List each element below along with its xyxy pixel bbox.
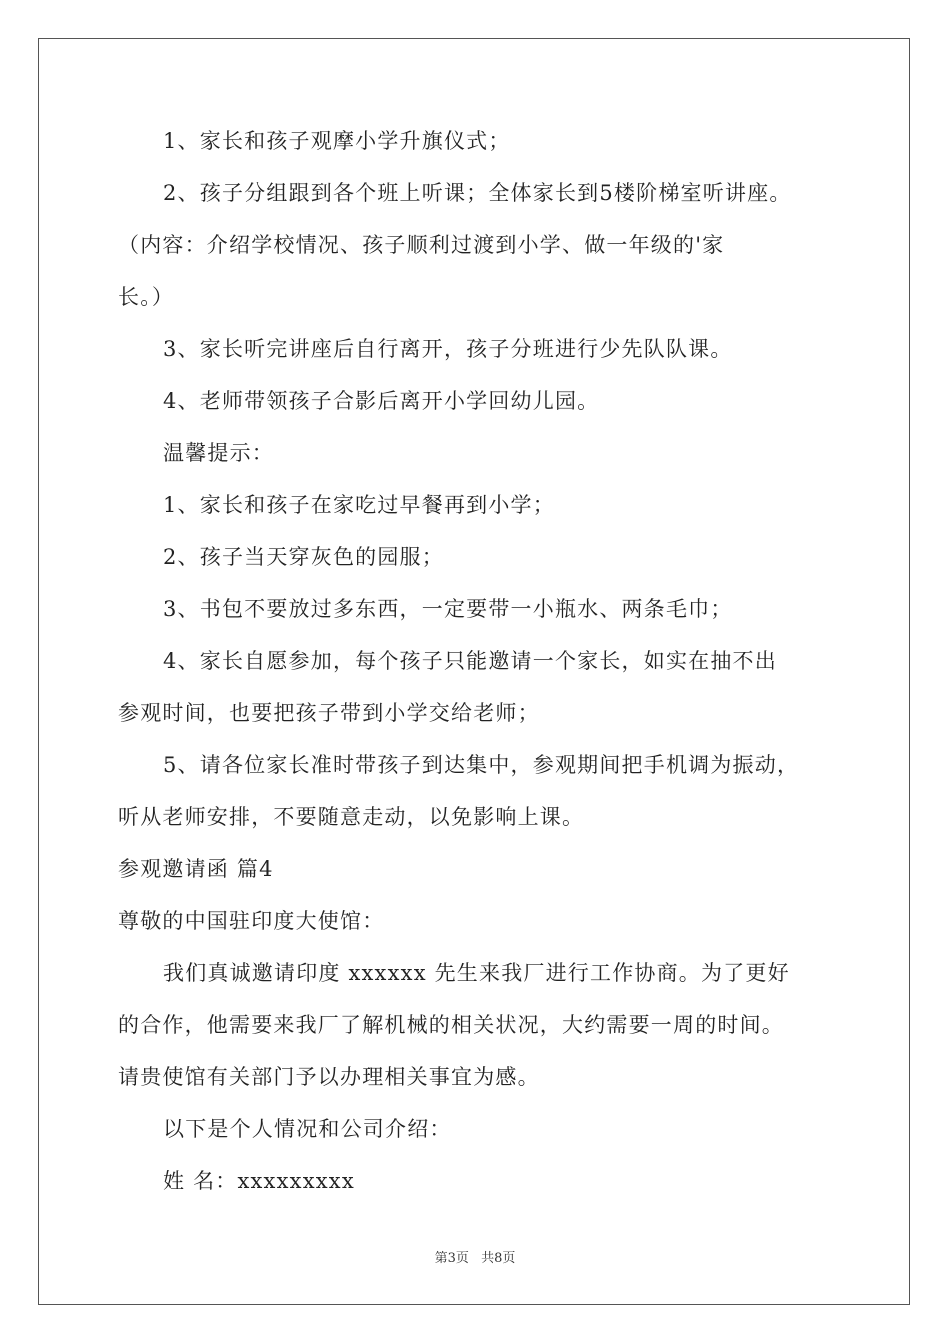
current-page-number: 第3页 (434, 1251, 469, 1266)
paragraph-line: 4、老师带领孩子合影后离开小学回幼儿园。 (163, 389, 600, 413)
paragraph-line: （内容：介绍学校情况、孩子顺利过渡到小学、做一年级的'家 (118, 233, 725, 257)
paragraph-line: 姓 名：xxxxxxxxx (163, 1169, 355, 1193)
paragraph-line: 3、家长听完讲座后自行离开，孩子分班进行少先队队课。 (163, 337, 733, 361)
paragraph-line: 听从老师安排，不要随意走动，以免影响上课。 (118, 805, 585, 829)
paragraph-line: 1、家长和孩子在家吃过早餐再到小学； (163, 493, 555, 517)
paragraph-line: 2、孩子分组跟到各个班上听课；全体家长到5楼阶梯室听讲座。 (163, 181, 792, 205)
document-body (118, 126, 838, 1218)
paragraph-line: 的合作，他需要来我厂了解机械的相关状况，大约需要一周的时间。 (118, 1013, 784, 1037)
section-heading-tips: 温馨提示： (163, 441, 274, 465)
paragraph-line: 以下是个人情况和公司介绍： (163, 1117, 452, 1141)
paragraph-line: 1、家长和孩子观摩小学升旗仪式； (163, 129, 511, 153)
total-page-count: 共8页 (481, 1251, 516, 1266)
paragraph-line: 3、书包不要放过多东西，一定要带一小瓶水、两条毛巾； (163, 597, 733, 621)
salutation: 尊敬的中国驻印度大使馆： (118, 909, 385, 933)
page-footer (0, 1247, 950, 1266)
paragraph-line: 请贵使馆有关部门予以办理相关事宜为感。 (118, 1065, 540, 1089)
paragraph-line: 参观时间，也要把孩子带到小学交给老师； (118, 701, 540, 725)
paragraph-line: 5、请各位家长准时带孩子到达集中，参观期间把手机调为振动， (163, 753, 800, 777)
paragraph-line: 4、家长自愿参加，每个孩子只能邀请一个家长，如实在抽不出 (163, 649, 777, 673)
paragraph-line: 2、孩子当天穿灰色的园服； (163, 545, 444, 569)
section-title: 参观邀请函 篇4 (118, 857, 274, 881)
paragraph-line: 长。） (118, 285, 175, 309)
paragraph-line: 我们真诚邀请印度 xxxxxx 先生来我厂进行工作协商。为了更好 (163, 961, 790, 985)
